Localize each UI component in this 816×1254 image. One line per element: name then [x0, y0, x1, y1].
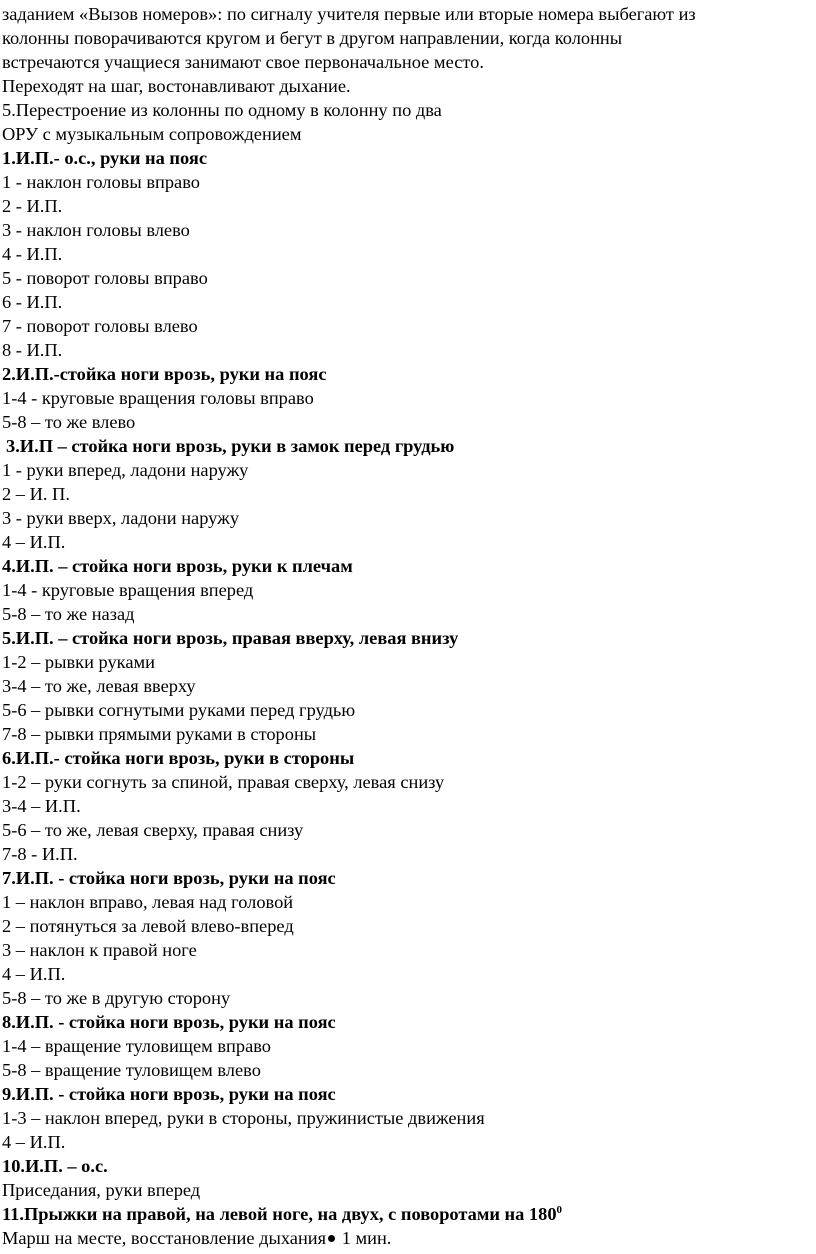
- exercise-6-step: 3-4 – И.П.: [2, 796, 81, 816]
- exercise-1-step: 2 - И.П.: [2, 196, 63, 216]
- degree-superscript: 0: [556, 1203, 563, 1216]
- exercise-5-step: 1-2 – рывки руками: [2, 652, 155, 672]
- intro-line-6: ОРУ с музыкальным сопровождением: [2, 124, 302, 144]
- exercise-3-step: 4 – И.П.: [2, 532, 66, 552]
- exercise-5-title: 5.И.П. – стойка ноги врозь, правая вверху, левая внизу: [2, 628, 459, 648]
- exercise-7-step: 3 – наклон к правой ноге: [2, 940, 197, 960]
- exercise-1-step: 8 - И.П.: [2, 340, 63, 360]
- exercise-2-step: 1-4 - круговые вращения головы вправо: [2, 388, 314, 408]
- exercise-5-step: 5-6 – рывки согнутыми руками перед грудью: [2, 700, 356, 720]
- exercise-4-step: 5-8 – то же назад: [2, 604, 135, 624]
- intro-line-1: заданием «Вызов номеров»: по сигналу учителя первые или вторые номера выбегают из: [2, 4, 696, 24]
- exercise-3-step: 3 - руки вверх, ладони наружу: [2, 508, 240, 528]
- exercise-1-step: 3 - наклон головы влево: [2, 220, 190, 240]
- final-line: [2, 1226, 391, 1250]
- exercise-2-title: 2.И.П.-стойка ноги врозь, руки на пояс: [2, 364, 327, 384]
- exercise-1-step: 5 - поворот головы вправо: [2, 268, 208, 288]
- exercise-8-step: 5-8 – вращение туловищем влево: [2, 1060, 261, 1080]
- exercise-6-step: 5-6 – то же, левая сверху, правая снизу: [2, 820, 304, 840]
- exercise-5-step: 7-8 – рывки прямыми руками в стороны: [2, 724, 317, 744]
- exercise-7-step: 1 – наклон вправо, левая над головой: [2, 892, 294, 912]
- exercise-8-step: 1-4 – вращение туловищем вправо: [2, 1036, 271, 1056]
- exercise-10-title: 10.И.П. – о.с.: [2, 1156, 108, 1176]
- exercise-1-title: 1.И.П.- о.с., руки на пояс: [2, 148, 207, 168]
- bullet-icon: [328, 1235, 335, 1242]
- exercise-11-title-text: 11.Прыжки на правой, на левой ноге, на двух, с поворотами на 180: [2, 1204, 557, 1224]
- intro-line-5: 5.Перестроение из колонны по одному в колонну по два: [2, 100, 442, 120]
- exercise-10-step: Приседания, руки вперед: [2, 1180, 201, 1200]
- exercise-4-title: 4.И.П. – стойка ноги врозь, руки к плечам: [2, 556, 353, 576]
- exercise-11-title: [2, 1202, 562, 1226]
- exercise-1-step: 6 - И.П.: [2, 292, 63, 312]
- exercise-7-step: 5-8 – то же в другую сторону: [2, 988, 231, 1008]
- exercise-6-title: 6.И.П.- стойка ноги врозь, руки в стороны: [2, 748, 355, 768]
- final-duration: 1 мин.: [337, 1228, 392, 1248]
- intro-line-3: встречаются учащиеся занимают свое первоначальное место.: [2, 52, 484, 72]
- exercise-9-step: 4 – И.П.: [2, 1132, 66, 1152]
- exercise-3-step: 2 – И. П.: [2, 484, 70, 504]
- exercise-6-step: 7-8 - И.П.: [2, 844, 78, 864]
- exercise-7-step: 2 – потянуться за левой влево-вперед: [2, 916, 294, 936]
- exercise-8-title: 8.И.П. - стойка ноги врозь, руки на пояс: [2, 1012, 336, 1032]
- intro-line-2: колонны поворачиваются кругом и бегут в другом направлении, когда колонны: [2, 28, 623, 48]
- exercise-2-step: 5-8 – то же влево: [2, 412, 136, 432]
- exercise-7-step: 4 – И.П.: [2, 964, 66, 984]
- exercise-1-step: 7 - поворот головы влево: [2, 316, 198, 336]
- exercise-9-step: 1-3 – наклон вперед, руки в стороны, пружинистые движения: [2, 1108, 485, 1128]
- intro-line-4: Переходят на шаг, востонавливают дыхание.: [2, 76, 351, 96]
- exercise-3-title: 3.И.П – стойка ноги врозь, руки в замок перед грудью: [6, 436, 455, 456]
- exercise-9-title: 9.И.П. - стойка ноги врозь, руки на пояс: [2, 1084, 336, 1104]
- exercise-3-step: 1 - руки вперед, ладони наружу: [2, 460, 249, 480]
- exercise-7-title: 7.И.П. - стойка ноги врозь, руки на пояс: [2, 868, 336, 888]
- final-text: Марш на месте, восстановление дыхания: [2, 1228, 327, 1248]
- exercise-1-step: 1 - наклон головы вправо: [2, 172, 200, 192]
- exercise-4-step: 1-4 - круговые вращения вперед: [2, 580, 254, 600]
- exercise-6-step: 1-2 – руки согнуть за спиной, правая сверху, левая снизу: [2, 772, 445, 792]
- exercise-1-step: 4 - И.П.: [2, 244, 63, 264]
- exercise-5-step: 3-4 – то же, левая вверху: [2, 676, 196, 696]
